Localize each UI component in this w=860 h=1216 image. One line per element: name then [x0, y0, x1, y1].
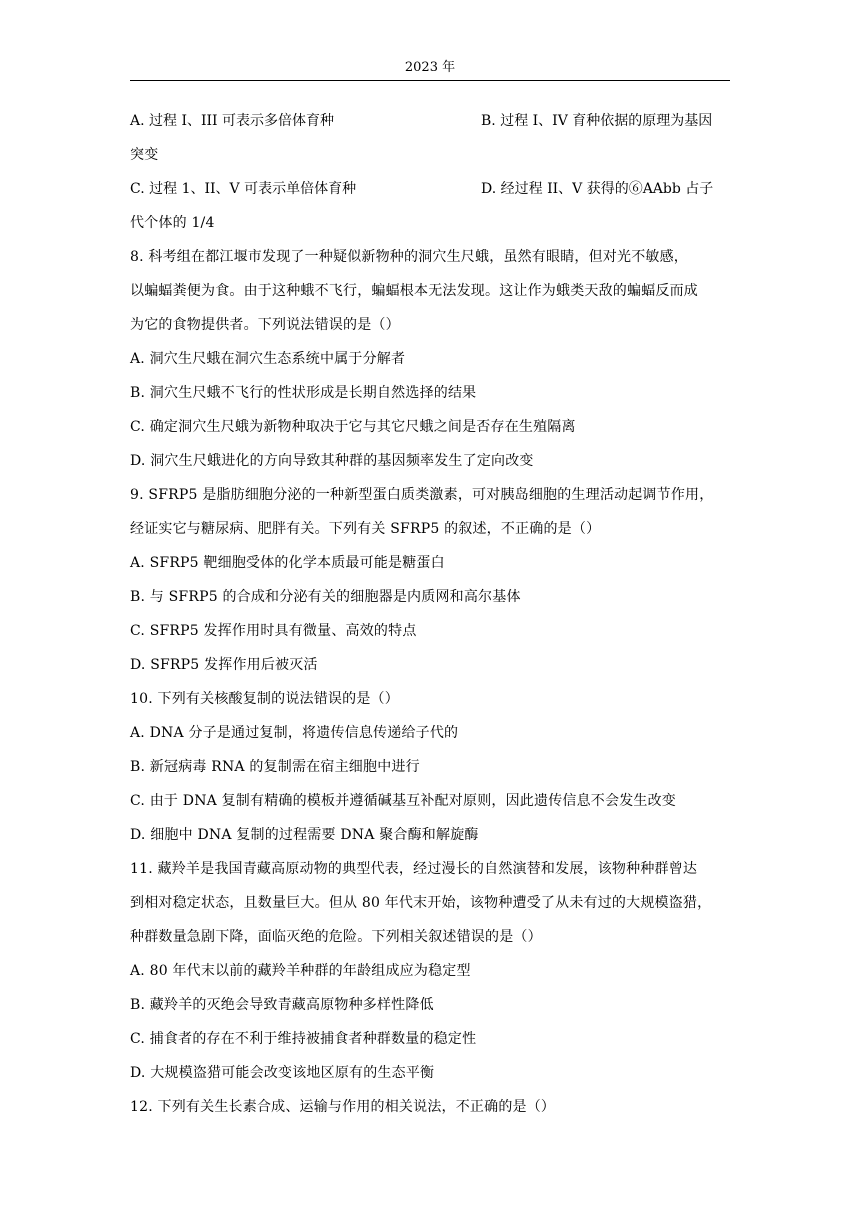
q8-stem-line-1: 8. 科考组在都江堰市发现了一种疑似新物种的洞穴生尺蛾，虽然有眼睛，但对光不敏感，	[130, 249, 689, 265]
q8-option-b: B. 洞穴生尺蛾不飞行的性状形成是长期自然选择的结果	[130, 385, 477, 401]
q7-option-b-wrap: 突变	[130, 147, 159, 163]
q10-option-b: B. 新冠病毒 RNA 的复制需在宿主细胞中进行	[130, 759, 420, 775]
q11-stem-line-3: 种群数量急剧下降，面临灭绝的危险。下列相关叙述错误的是（）	[130, 929, 542, 945]
q11-option-a: A. 80 年代末以前的藏羚羊种群的年龄组成应为稳定型	[130, 963, 471, 979]
q8-stem-line-2: 以蝙蝠粪便为食。由于这种蛾不飞行，蝙蝠根本无法发现。这让作为蛾类天敌的蝙蝠反而成	[130, 283, 698, 299]
q7-option-b: B. 过程 I、IV 育种依据的原理为基因	[481, 113, 713, 129]
q7-option-c: C. 过程 1、II、V 可表示单倍体育种	[130, 181, 357, 197]
q9-option-c: C. SFRP5 发挥作用时具有微量、高效的特点	[130, 623, 417, 639]
q7-option-d: D. 经过程 II、V 获得的⑥AAbb 占子	[481, 181, 714, 197]
q7-option-row-1	[130, 104, 730, 138]
q10-option-d: D. 细胞中 DNA 复制的过程需要 DNA 聚合酶和解旋酶	[130, 827, 479, 843]
q7-option-row-2	[130, 172, 730, 206]
q9-stem-line-1: 9. SFRP5 是脂肪细胞分泌的一种新型蛋白质类激素，可对胰岛细胞的生理活动起调节作用，	[130, 487, 714, 503]
q11-stem-line-2: 到相对稳定状态，且数量巨大。但从 80 年代末开始，该物种遭受了从未有过的大规模盗猎，	[130, 895, 712, 911]
q8-option-a: A. 洞穴生尺蛾在洞穴生态系统中属于分解者	[130, 351, 406, 367]
q10-stem-line-1: 10. 下列有关核酸复制的说法错误的是（）	[130, 691, 399, 707]
q7-option-a: A. 过程 I、III 可表示多倍体育种	[130, 113, 335, 129]
q11-option-c: C. 捕食者的存在不利于维持被捕食者种群数量的稳定性	[130, 1031, 477, 1047]
q9-stem-line-2: 经证实它与糖尿病、肥胖有关。下列有关 SFRP5 的叙述，不正确的是（）	[130, 521, 601, 537]
q12-stem-line-1: 12. 下列有关生长素合成、运输与作用的相关说法，不正确的是（）	[130, 1099, 556, 1115]
q8-option-c: C. 确定洞穴生尺蛾为新物种取决于它与其它尺蛾之间是否存在生殖隔离	[130, 419, 576, 435]
page-header: 2023 年	[404, 60, 456, 75]
q11-stem-line-1: 11. 藏羚羊是我国青藏高原动物的典型代表，经过漫长的自然演替和发展，该物种种群曾达	[130, 861, 698, 877]
q8-stem-line-3: 为它的食物提供者。下列说法错误的是（）	[130, 317, 400, 333]
q10-option-c: C. 由于 DNA 复制有精确的模板并遵循碱基互补配对原则，因此遗传信息不会发生改变	[130, 793, 676, 809]
q10-option-a: A. DNA 分子是通过复制，将遗传信息传递给子代的	[130, 725, 459, 741]
q11-option-b: B. 藏羚羊的灭绝会导致青藏高原物种多样性降低	[130, 997, 434, 1013]
q9-option-b: B. 与 SFRP5 的合成和分泌有关的细胞器是内质网和高尔基体	[130, 589, 521, 605]
q9-option-d: D. SFRP5 发挥作用后被灭活	[130, 657, 318, 673]
q7-option-d-wrap: 代个体的 1/4	[130, 215, 215, 231]
q8-option-d: D. 洞穴生尺蛾进化的方向导致其种群的基因频率发生了定向改变	[130, 453, 534, 469]
q9-option-a: A. SFRP5 靶细胞受体的化学本质最可能是糖蛋白	[130, 555, 445, 571]
header-divider	[130, 80, 730, 81]
q11-option-d: D. 大规模盗猎可能会改变该地区原有的生态平衡	[130, 1065, 435, 1081]
